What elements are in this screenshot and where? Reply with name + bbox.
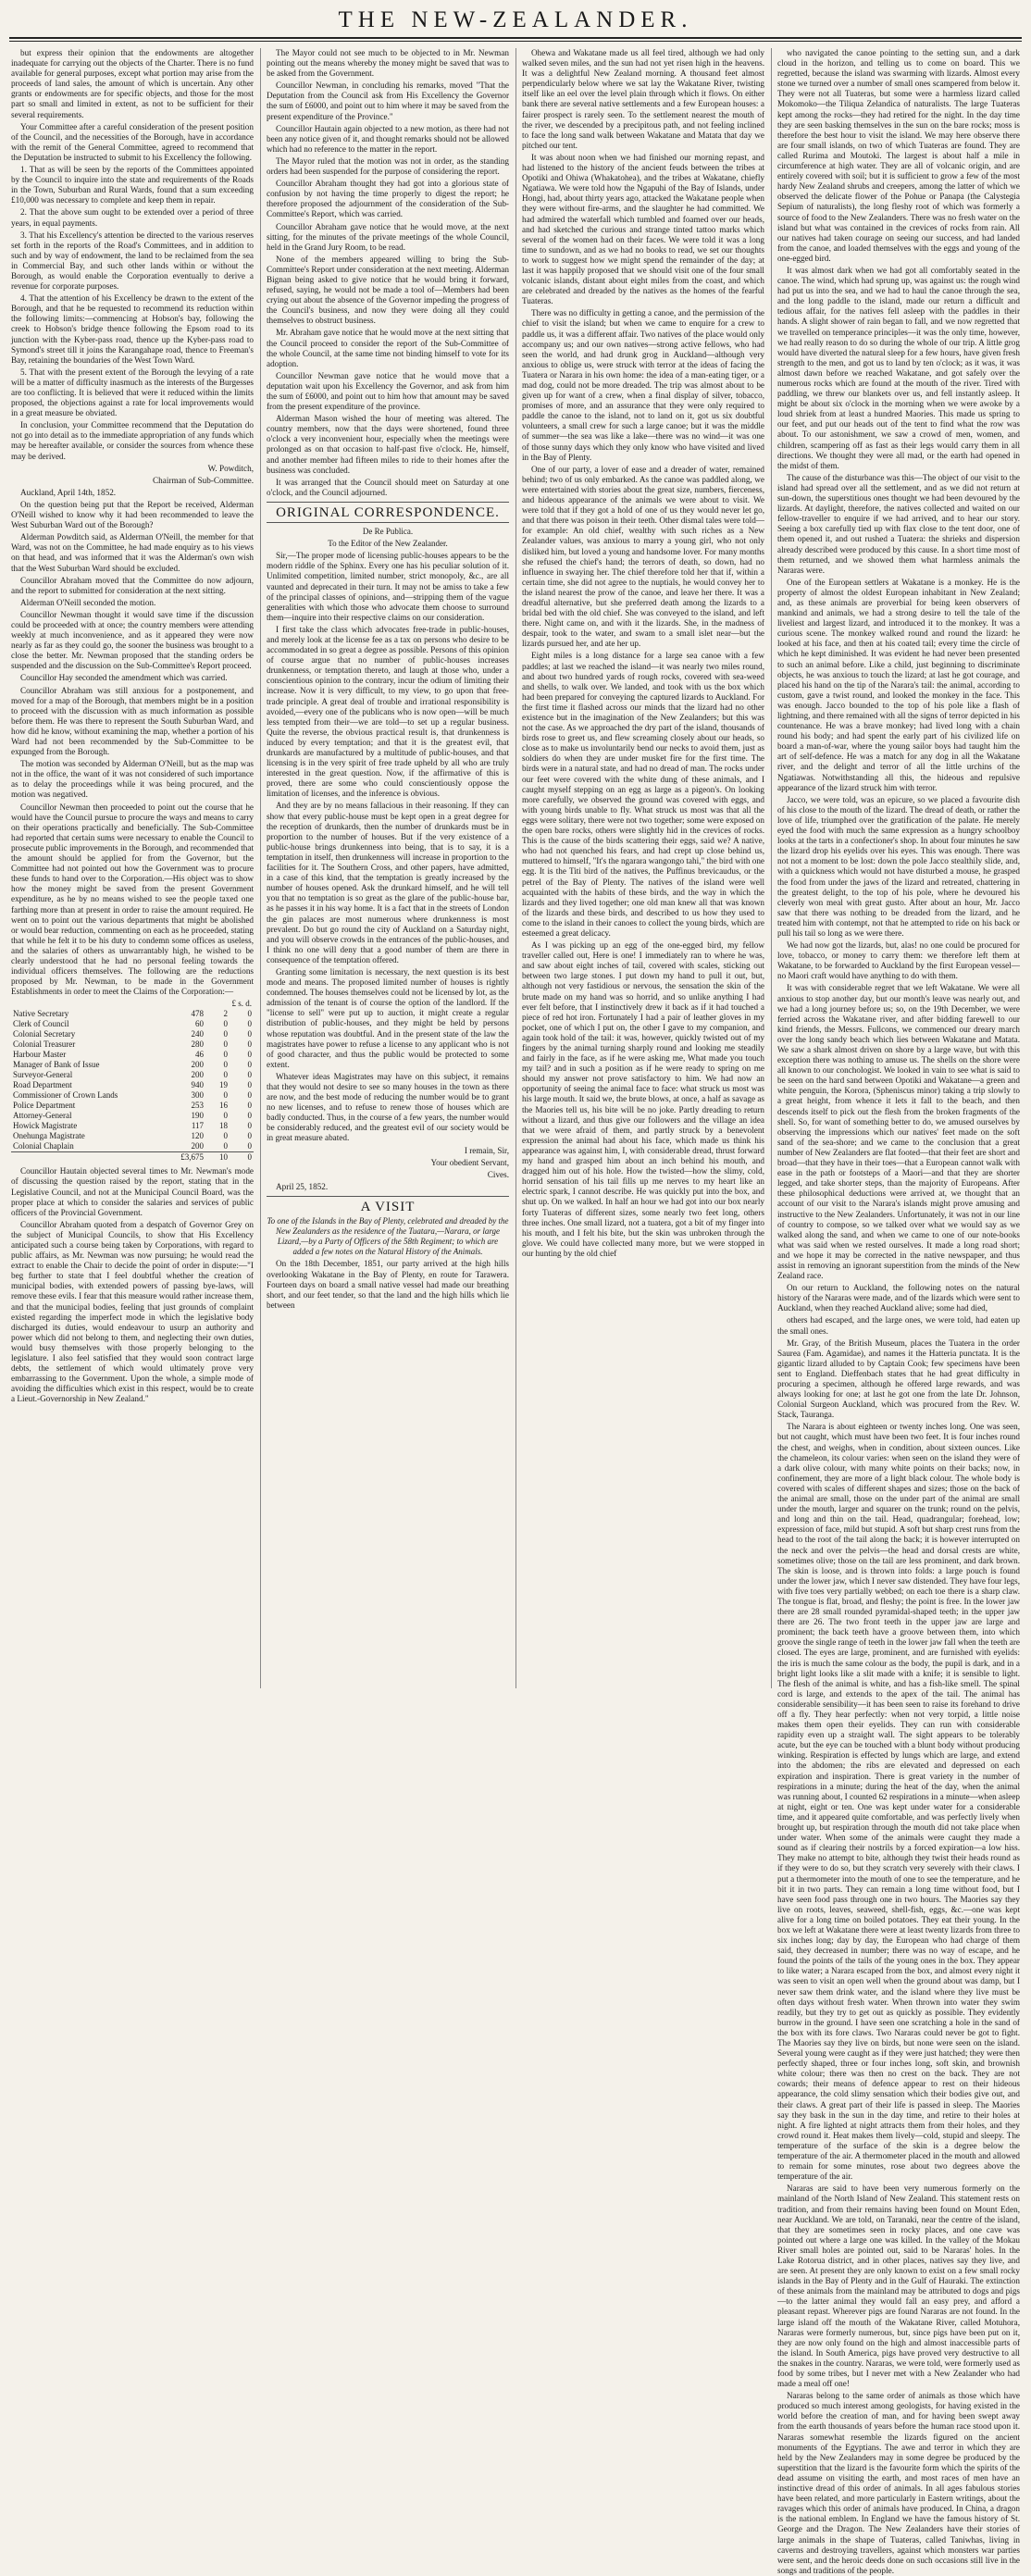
paragraph: others had escaped, and the large ones, we were told, had eaten up the small ones. — [777, 1315, 1020, 1336]
paragraph: Alderman O'Neill seconded the motion. — [20, 597, 156, 607]
paragraph: The Mayor ruled that the motion was not in order, as the standing orders had been suspended for the purpose of considering the report. — [267, 156, 509, 177]
salary-shillings: 0 — [223, 1070, 228, 1080]
paragraph: Councillor Abraham moved that the Committee do now adjourn, and the report to submitted for consideration at the next sitting. — [11, 575, 254, 595]
salary-pence: 0 — [247, 1050, 252, 1060]
paragraph: Councillor Hay seconded the amendment which was carried. — [20, 673, 228, 683]
salary-pounds: 120 — [191, 1131, 204, 1141]
salary-pounds: 300 — [191, 1090, 204, 1101]
masthead-rule-thin — [9, 41, 1022, 42]
salary-pence: 0 — [247, 1039, 252, 1050]
salary-row — [11, 1131, 254, 1141]
salary-pounds: 200 — [191, 1060, 204, 1070]
salary-name: Manager of Bank of Issue — [13, 1060, 100, 1070]
paragraph: 5. That with the present extent of the Borough the levying of a rate will be a matter of difficulty inasmuch as the interests of the Burgesses are too conflicting. It is believed that were it reduced within the limits proposed, the objections against a rate for local improvements would in a great measure be obviated. — [11, 367, 254, 418]
signature: W. Powditch, — [207, 463, 254, 473]
paragraph: The Mayor could not see much to be objected to in Mr. Newman pointing out the means whereby the money might be saved that was to be asked from the Government. — [267, 48, 509, 79]
salary-pounds: 200 — [191, 1070, 204, 1080]
salary-name: Harbour Master — [13, 1050, 67, 1060]
paragraph: The Narara is about eighteen or twenty inches long. One was seen, but not caught, which must have been two feet. It is four inches round the chest, and weighs, when in condition, about sixteen ounces. Like the chameleon, its colour varies: when seen on the island they were of a dark olive colour, with many white points on their backs; now, in confinement, they are more of a light black colour. The whole body is covered with scales of different shapes and sizes; those on the back of the animal are small, those on the under part of the animal are small under the mouth, larger and squarer on the trunk; round on the pelvis, and long and thin on the tail. Head, quadrangular; forehead, low; expression of face, mild but stupid. A soft but sharp crest runs from the head to the root of the tail along the back; it is however interrupted on the neck and over the pelvis—the head and dorsal crests are white, sometimes olive; those on the tail are less prominent, and dark brown. The skin is loose, and is thrown into folds: a large pouch is found under the lower jaw, which I never saw distended. They have four legs, with five toes very partially webbed; on each toe there is a sharp claw. The tongue is flat, broad, and fleshy; the point is free. In the lower jaw there are 28 small rounded pyramidal-shaped teeth; in the upper jaw there are 26. The two front teeth in the upper jaw are large and prominent; the back teeth have a groove between them, into which groove the single range of teeth in the lower jaw fall when the teeth are closed. The eyes are large, prominent, and are furnished with eyelids: the iris is much the same colour as the body, the pupil is dark, and in a bright light looks like a slit made with a knife; it is sensible to light. The flesh of the animal is white, and has a fish-like smell. The spinal cord is large, and extends to the apex of the tail. The animal has considerable sensibility—it has been seen to raise its forehand to drive off a fly. They hear perfectly: when not very torpid, a little noise makes them open their eyelids. They can run with considerable rapidity even up a straight wall. The sight appears to be tolerably acute, but the eye can be touched with a blunt body without producing winking. Respiration is effected by lungs which are large, and extend into the abdomen; the ribs are elevated and depressed on each expiration and inspiration. There is great variety in the number of respirations in a minute; during the heat of the day, when the animal was running about, I counted 62 respirations in a minute—when asleep at night, eight or ten. One was kept under water for a considerable time, and it appeared quite comfortable, and was perfectly lively when brought up, but respiration through the mouth did not take place when under water. When some of the animals were caught they made a sound as if clearing their nostrils by a forced expiration—a low hiss. They make no attempt to bite, although they twist their heads round as if they were to do so, but they scratch very severely with their claws. I put a thermometer into the mouth of one to see the temperature, and he bit it in two parts. They can remain a long time without food, but I have seen food pass through one in two hours. The Maories say they live on roots, leaves, seaweed, shell-fish, eggs, &c.—one was kept alive for a long time on boiled potatoes. They eat their young. In the box we left at Wakatane there were at least twenty lizards from three to six inches long; day by day, the European who had charge of them said, they decreased in number; there was no way of escape, and he found the points of the tails of the young ones in the box. They appear to like water; a Narara escaped from the box, and almost every night it was seen to visit an open well when the ground about was damp, but I never saw them drink water, and the island where they live must be often days without fresh water. When thrown into water they swim readily, but they try to get out as quickly as possible. They evidently burrow in the ground. I have seen one scratching a hole in the sand of the box with its fore claws. Two Nararas could never be got to fight. The Maories say they live on birds, but none were seen on the island. Several young were caught as if they were just hatched; they were then perfectly shaped, three or four inches long, soft skin, and brownish white colour; there was then no crest on the back. They are not cowards; their means of defence appear to rest on their hideous appearance, the cold slimy sensation which their bodies give out, and their claws. A great part of their life is passed in sleep. The Maories say they bask in the sun in the day time, and retire to their holes at night. A fire lighted at night attracts them from their holes, and they crowd round it. Heat makes them lively—cold, stupid and sleepy. The temperature of the surface of the skin is a degree below the temperature of the air. A thermometer placed in the mouth and allowed to remain for some minutes, rose about two degrees above the temperature of the air. — [777, 1422, 1020, 2182]
paragraph: As I was picking up an egg of the one-egged bird, my fellow traveller called out, Here is one! I immediately ran to where he was, and saw about eight inches of tail, covered with scales, sticking out between two large stones. I put down my hand to pull it out, but, although not very fastidious or nervous, the sensation the skin of the brute made on my hand was so horrid, and so unlike anything I had ever felt before, that I instinctively drew it back as if it had touched a piece of red hot iron. Fortunately I had a pair of leather gloves in my pocket, one of which I put on, the other I gave to my companion, and again took hold of the tail: it was, however, quickly twisted out of my fingers by the animal turning sharply round and looking me steadily and fairly in the face, as if he were asking me, What made you touch my tail? and in such a position as if he were ready to spring on me should my answer not prove satisfactory to him. We had now an opportunity of seeing the animal face to face: what struck us most was his large mouth. It said we, the brute blows, at once, a half as savage as the Maories tell us, his bite will be no joke. Partly dreading to return without a lizard, and thus give our followers and the village an idea that we were afraid of them, and partly struck by a benevolent expression the animal had about his face, which made us think his appearance was against him, I, with considerable dread, thrust forward my hand and grasped him about an inch behind his mouth, and dragged him out of his hole. How the twisted—how the slimy, cold, horrid sensation of his tail fills up me nerves to my heart like an electric spark, I cannot describe. He was quickly put into the box, and shut up. On we walked. In half an hour we had got into our box nearly forty Tuateras of different sizes, some nearly two feet long, others three inches. One small lizard, not a tuatera, got a bit of my finger into his mouth, and I felt his bite, but the skin was unbroken through the glove. We could have collected many more, but we were stopped in our hunting by the old chief — [522, 940, 764, 1258]
paragraph: One of our party, a lover of ease and a dreader of water, remained behind; two of us only embarked. As the canoe was paddled along, we were entertained with stories about the great size, numbers, fierceness, and hideous appearance of the animals we were about to visit. We were told that if they got a hold of one of us they would never let go, and that there was poison in their teeth. Other dismal tales were told—for example: An old chief, wealthy with such riches as a New Zealander values, was anxious to marry a young girl, who not only disliked him, but loved a young and handsome lover. For many months she refused the chief's hand; the terrors of death, so down, had no influence in swaying her. The chief therefore told her that if, within a certain time, she did not agree to the nuptials, he would convey her to the island nearest the prow of the canoe, and leave her there. It was a dreadful alternative, but she preferred death among the lizards to a bridal bed with the old chief. She was conveyed to the island, and left there. Night came on, and with it the lizards. She, in the madness of despair, took to the water, and swam to a small islet near—but the lizards pursued her, and ate her up. — [522, 464, 764, 649]
salary-pence: 0 — [247, 1141, 252, 1151]
salary-name: Surveyor-General — [13, 1070, 73, 1080]
salary-name: Police Department — [13, 1101, 76, 1111]
paragraph: 3. That his Excellency's attention be directed to the various reserves set forth in the reports of the Road's Committees, and in addition to such and by way of endowment, the land to be reclaimed from the sea in Commercial Bay, and such other lands within or without the Borough, as would enable the Corporation eventually to derive a revenue for corporate purposes. — [11, 230, 254, 292]
salary-pence: 0 — [247, 1131, 252, 1141]
paragraph: 4. That the attention of his Excellency be drawn to the extent of the Borough, and that he be requested to recommend its reduction within the following limits:—commencing at Hobson's bay, following the creek to Hobson's bridge thence following the Epsom road to its junction with the Kyber-pass road, thence up the Kyber-pass road to Symond's street till it joins the Karangahape road, thence to Freeman's Bay, retaining the boundaries of the West Town Ward. — [11, 293, 254, 365]
salary-shillings: 19 — [219, 1080, 228, 1090]
paragraph: I first take the class which advocates free-trade in public-houses, and merely look at the license fee as a tax on persons who desire to be accommodated in so great a degree as possible. Persons of this opinion of course argue that no number of public-houses increases drunkenness, or temptation thereto, and laugh at those who, under a conscientious opinion to the contrary, incur the odium of limiting their increase. Now it is very difficult, to my view, to go upon that free-trade principle. A great deal of trouble and irrational responsibility is avoided,—every one of the publicans who is now open—will be much less tempted from their—we are told—to set up a regular business. Quite the reverse, the obvious practical result is, that drunkenness is induced by every temptation; and that it is the greatest evil, that drunkards are manufactured by a multitude of public-houses, and that licensing is in the very spirit of free trade upheld by all who are truly interested in the great question. Now, if the affirmative of this is proved, there are some who could conscientiously oppose the limitation of licenses, and the inference is obvious. — [267, 624, 509, 799]
paragraph: Councillor Newman, in concluding his remarks, moved "That the Deputation from the Council ask from His Excellency the Governor the sum of £6000, and point out to him where it may be saved from the present expenditure of the Province." — [267, 81, 509, 121]
salary-pence: 0 — [247, 1019, 252, 1029]
paragraph: who navigated the canoe pointing to the setting sun, and a dark cloud in the horizon, and telling us to come on board. This we regretted, because the island was swarming with lizards. Almost every stone we turned over a number of small ones scampered from below it. They were not all Tuateras, but some were a harmless lizard called Mokomoko—the Tiliqua Zelandica of naturalists. The large Tuateras kept among the rocks—they had retired for the night. In the day time they are seen basking themselves in the sun on the bare rocks; moss is therefore the best hour to visit the island. We may here observe there are four small islands, on two of which Tuateras are found. They are called Rurima and Moutoki. The largest is about half a mile in circumference at high water. They are all of volcanic origin, and are entirely covered with soil; but it is sufficient to grow a few of the most hardy New Zealand shrubs and creepers, among the latter of which we observed the delicate flower of the Pohue or Panapa (the Calystegia Sepium of naturalists), the long fleshy root of which was formerly a source of food to the New Zealanders. There was no fresh water on the island but what was contained in the crevices of rocks from rain. All our natives had taken courage on seeing our success, and had landed from the canoe, and loaded themselves with the eggs and young of the one-egged bird. — [777, 48, 1020, 263]
section-heading: ORIGINAL CORRESPONDENCE. — [276, 504, 500, 520]
salary-row — [11, 1029, 254, 1039]
salary-pence: 0 — [247, 1101, 252, 1111]
paragraph: 2. That the above sum ought to be extended over a period of three years, in equal payments. — [11, 207, 254, 228]
salary-pence: 0 — [247, 1029, 252, 1039]
salary-name: Onehunga Magistrate — [13, 1131, 85, 1141]
salary-row — [11, 1050, 254, 1060]
salary-pounds: 117 — [191, 1121, 204, 1131]
salary-name: Colonial Secretary — [13, 1029, 76, 1039]
salary-shillings: 0 — [223, 1090, 228, 1101]
salary-row — [11, 1019, 254, 1029]
signature-title: Chairman of Sub-Committee. — [153, 475, 254, 485]
letter-address: To the Editor of the New Zealander. — [328, 539, 448, 549]
column-2 — [267, 48, 509, 1688]
salary-table — [11, 999, 254, 1163]
salary-pounds: 478 — [191, 1009, 204, 1019]
dateline: Auckland, April 14th, 1852. — [20, 487, 117, 497]
paragraph: 1. That as will be seen by the reports of the Committees appointed by the Council to inquire into the state and requirements of the Roads in the Town, Suburban and Rural Wards, found that a sum exceeding £10,000 was necessary to complete and keep them in repair. — [11, 165, 254, 205]
salary-pounds: 200 — [191, 1141, 204, 1151]
article-subtitle: To one of the Islands in the Bay of Plenty, celebrated and dreaded by the New Zealanders as the residence of the Tuatara,—Narara, or large Lizard,—by a Party of Officers of the 58th Regiment; to which are added a few notes on the Natural History of the Animals. — [267, 1216, 509, 1257]
salary-pence: 0 — [247, 1111, 252, 1121]
salary-pence: 0 — [247, 1090, 252, 1101]
salary-pence: 0 — [247, 1060, 252, 1070]
paragraph: The cause of the disturbance was this—The object of our visit to the island had spread over all the settlement, and as we did not return at sun-down, the superstitious ones thought we had been devoured by the lizards. At daylight, therefore, the natives collected and waited on our fellow-traveller to enquire if we had arrived, and to hear our story. Seeing a box carefully tied up with flax close to the tent door, one of them opened it, and out rushed a Tuatera: the shrieks and dispersion already described were produced by this cause. In a short time most of them returned, and we showed them what harmless animals the Nararas were. — [777, 472, 1020, 575]
paragraph: Councillor Hautain again objected to a new motion, as there had not been any notice given of it, and thought remarks should not be allowed which had no reference to the matter in the report. — [267, 123, 509, 154]
salary-pence: 0 — [247, 1080, 252, 1090]
paragraph: Councillor Abraham was still anxious for a postponement, and moved for a map of the Borough, that members might be in a position to proceed with the discussion with as much information as possible before them. He was there to represent the South Suburban Ward, and how did he know, without examining the map, whether a portion of his Ward had not been recommended by the Sub-Committee to be expunged from the Borough. — [11, 685, 254, 757]
paragraph: None of the members appeared willing to bring the Sub-Committee's Report under consideration at the next meeting. Alderman Bignan being asked to give notice that he would bring it forward, refused, saying, he would not be made a tool of—Members had been crying out about the absence of the Governor impeding the progress of the Council's business, and now they were doing all they could themselves to obstruct business. — [267, 254, 509, 326]
salary-pounds: 46 — [195, 1050, 204, 1060]
paragraph: Eight miles is a long distance for a large sea canoe with a few paddles; at last we reached the island—it was nearly two miles round, and about two hundred yards of rough rocks, covered with sea-weed and shells, to walk over. We landed, and took with us the box which had been prepared for conveying the captured lizards to Auckland. For the first time it flashed across our minds that the lizard had no other existence but in the imagination of the New Zealanders; but this was not the case. As we approached the dry part of the island, thousands of birds rose to greet us, and flew screaming closely about our heads, so close as to make us involuntarily bend our necks to avoid them, just as soldiers do when they are under musket fire for the first time. The birds were in a natural state, and had no dread of man. The rocks under our feet were covered with the white dung of these animals, and I caught myself stepping on an egg as large as a pigeon's. On looking more carefully, we observed the ground was covered with eggs, and with young birds unable to fly. What struck us most was that all the eggs were solitary, there were not two together; some were exposed on the open bare rocks, others were slightly hid in the crevices of rocks. This is the cause of the birds scattering their eggs, said we? A native, who had not quenched his fears, and had crept up close behind us, muttered to himself, "It's the ngarara wangongo tahi," the bird with one egg. It is the Titi bird of the natives, the Puffinus brevicaudus, or the petrel of the Bay of Plenty. The natives of the island were well acquainted with the habits of these birds, and the way in which the lizards and they lived together; one old man knew all that was known of the lizards and these birds, and described to us how they used to come to the island in their canoes to collect the young birds, which are esteemed a great delicacy. — [522, 651, 765, 938]
letter-title: De Re Publica. — [362, 527, 414, 537]
paragraph: We had now got the lizards, but, alas! no one could be procured for love, tobacco, or money to carry them: we therefore left them at Wakatane, to be forwarded to Auckland by the first European vessel—no Maori craft would have anything to do with them. — [777, 940, 1020, 981]
paragraph: It was arranged that the Council should meet on Saturday at one o'clock, and the Council adjourned. — [267, 477, 509, 497]
salary-pounds: 190 — [191, 1111, 204, 1121]
column-divider — [260, 48, 261, 1688]
salary-total-pence: 0 — [230, 1152, 254, 1164]
paragraph: On the 18th December, 1851, our party arrived at the high hills overlooking Wakatane in the Bay of Plenty, en route for Tarawera. Fourteen days on board a small native vessel had made our breathing short, and our feet tender, so that the land and the high hills which lie between — [267, 1259, 509, 1310]
salary-total-row — [11, 1152, 254, 1164]
salary-shillings: 0 — [223, 1111, 228, 1121]
paragraph: Councillor Abraham gave notice that he would move, at the next sitting, for the minutes of the private meetings of the whole Council, held in the Grand Jury Room, to be read. — [267, 221, 509, 252]
column-1 — [11, 48, 254, 1688]
paragraph: Ohewa and Wakatane made us all feel tired, although we had only walked seven miles, and the sun had not yet risen high in the heavens. It was a delightful New Zealand morning. A thousand feet almost perpendicularly below where we sat lay the Wakatane River, twisting itself like an eel over the level plain through which it flows. On either bank there are several native settlements and a few European houses: a fairer prospect is rarely seen. To the settlement nearest the mouth of the river, we descended by a precipitous path, and not feeling inclined to face the long sand walk between Wakatane and Matata that day we pitched our tent. — [522, 48, 764, 150]
salary-name: Native Secretary — [13, 1009, 69, 1019]
salary-row — [11, 1080, 254, 1090]
salary-header-spacer — [11, 999, 179, 1009]
paragraph: Jacco, we were told, was an epicure, so we placed a favourite dish of his close to the mouth of the lizard. The dread of death, or rather the love of life, triumphed over the gratification of the palate. He merely eyed the food with much the same expression as a hungry schoolboy looks at the tarts in a confectioner's shop. In about four minutes he saw the lizard drop his eyelids over his eyes. This was enough. There was not not a moment to be lost: down the pole Jacco stealthily slide, and, with a quickness which would not have disturbed a mouse, he grasped the food from under the jaws of the lizard and retreated, chattering in the greatest delight, to the top of his pole, where he devoured his cleverly won meal with great gusto. After about an hour, Mr. Jacco saw that there was nothing to be dreaded from the lizard, and he treated him with contempt, not that he attempted to ride on his back or pull his tail so long as we were there. — [777, 794, 1020, 938]
paragraph: Councillor Hautain objected several times to Mr. Newman's mode of discussing the question raised by the report, stating that in the Legislative Council, and not at the Municipal Council Board, was the proper place at which to consider the salaries and services of public officers of the Provincial Government. — [11, 1166, 254, 1217]
section-rule — [267, 1196, 509, 1197]
salary-pence: 0 — [247, 1121, 252, 1131]
masthead-rule — [9, 37, 1022, 39]
paragraph: Councillor Newman then proceeded to point out the course that he would have the Council pursue to procure the ways and means to carry on their operations practically and beneficially. The Sub-Committee had reported that certain sums were necessary to enable the Council to prosecute public improvements in the Borough, and recommended that the amount should be applied for from the Governor, but the Committee had not pointed out how the Government was to procure these funds to hand over to the Corporation.—His object was to show how the money might be saved from the present Government expenditure, as he by no means wished to see the people taxed one farthing more than at present in order to raise the amount required. He went on to point out the various departments that might be abolished or would bear reduction, commenting on each as he proceeded, stating that while he felt it to be his duty to condemn some offices as useless, and the salaries of others as unwarrantably high, he wished to be clearly understood that he had no personal feeling towards the individual officers themselves. The following are the reductions proposed by Mr. Newman, to be made in the Government Establishments in order to meet the Claims of the Corporation:— — [11, 802, 254, 997]
paragraph: One of the European settlers at Wakatane is a monkey. He is the property of almost the oldest European inhabitant in New Zealand; and, as these animals are proverbial for being keen observers of mankind and animals, we had a strong desire to tell the tale of the liveliest and largest lizard, and introduced it to the monkey. It was a curious scene. The monkey walked round and round the lizard: he looked at his face, and then at his coated tail; every time the circle of which he kept diminished. It was evident he had never been presented to such an animal before. Like a child, just beginning to discriminate objects, he was anxious to touch the lizard; at last he got courage, and placed his hand on the tip of the Narara's tail: the animal, according to custom, gave a twist round, and looked the monkey in the face. This was enough. Jacco bounded to the top of his pole like a flash of lightning, and there remained with all the signs of terror depicted in his countenance. He was a brave monkey; had lived long with a chain round his body; and had spent the early part of his civilized life on board a man-of-war, where the young sailor boys had taught him the art of self-defence. He was a match for any dog in all the Wakatane river, and the delight and terror of all the little urchins of the Ngatiawas. Notwithstanding all this, the hideous and repulsive appearance of the lizard struck him with terror. — [777, 577, 1020, 792]
salary-name: Howick Magistrate — [13, 1121, 78, 1131]
salary-shillings: 0 — [223, 1141, 228, 1151]
paragraph: Councillor Abraham thought they had got into a glorious state of confusion by not having the time properly to digest the report; he therefore proposed the adjournment of the consideration of the Sub-Committee's Report, which was carried. — [267, 179, 509, 219]
salary-shillings: 16 — [219, 1101, 228, 1111]
salary-shillings: 0 — [223, 1131, 228, 1141]
salary-row — [11, 1009, 254, 1019]
salary-shillings: 0 — [223, 1050, 228, 1060]
paragraph: Your Committee after a careful consideration of the present position of the Council, and the necessities of the Borough, have in accordance with the remit of the General Committee, agreed to recommend that the Deputation be instructed to submit to his Excellency the following. — [11, 121, 254, 162]
column-3 — [522, 48, 764, 1688]
paragraph: It was almost dark when we had got all comfortably seated in the canoe. The wind, which had sprung up, was against us: the rough wind had put us into the sea, and we had to haul the canoe through the sea, and the long paddle to the island, made our return a difficult and tedious affair, for the natives fell asleep with the paddles in their hands. A slight shower of rain began to fall, and we now regretted that we travelled on temperance principles—it was the only time, however, we had really reason to do so during the whole of our trip. A little grog would have diverted the natural sleep for a few hours, have given fresh strength to the men, and got us to land by ten o'clock; as it was, it was almost dawn before we reached Wakatane, and got safely over the numerous rocks which are found at the mouth of the river. Tired with paddling, we threw our blankets over us, and fell instantly asleep. It might be about six o'clock in the morning when we were awoke by a loud shriek from at least a hundred Maories. This made us spring to our feet, and put our heads out of the tent to find what the row was about. To our astonishment, we saw a crowd of men, women, and children, scampering off as fast as their legs would carry them in all directions. We thought they were all mad, or the earth had opened in the midst of them. — [777, 265, 1020, 470]
paragraph: Nararas belong to the same order of animals as those which have produced so much interest among geologists, for having existed in the world before the creation of man, and for having been swept away from the earth thousands of years before the human race stood upon it. Nararas somewhat resemble the lizards figured on the ancient monuments of the Egyptians. The awe and terror in which they are held by the New Zealanders may in some degree be produced by the superstition that the lizard is the favourite form which the spirits of the dead assume on visiting the earth, and most races of men have an instinctive dread of this order of animals. In all ages fabulous stories have been related, and more particularly in Eastern writings, about the ravages which this order of animals have produced. In China, a dragon is the national emblem. In England we have the famous history of St. George and the Dragon. The New Zealanders have their stories of large animals in the shape of Tuateras, called Taniwhas, living in caverns and destroying travellers, against which monsters war parties were sent, and the heroic deeds done on such occasions still live in the songs and traditions of the people. — [777, 2391, 1020, 2575]
column-divider — [771, 48, 772, 1688]
paragraph: Mr. Gray, of the British Museum, places the Tuatera in the order Saurea (Fam. Agamidae), and names it the Hatteria punctata. It is the gigantic lizard alluded to by Captain Cook; few specimens have been sent to England. Dieffenbach states that he had great difficulty in procuring a specimen, although he offered large rewards, and was always looking for one; at last he got one from the late Dr. Johnson, Colonial Surgeon Auckland, which was procured from the Rev. W. Stack, Tauranga. — [777, 1338, 1020, 1420]
salary-shillings: 0 — [223, 1029, 228, 1039]
paragraph: Nararas are said to have been very numerous formerly on the mainland of the North Island of New Zealand. This statement rests on tradition, and from their remains having been found on Mount Eden, near Auckland. We are told, on Taranaki, near the centre of the island, that they are sometimes seen in rocky places, and one cave was pointed out where a large one was killed. In the valley of the Mokau River small holes are pointed out, said to be Nararas' holes. In the Lake Rotorua district, and in other places, natives say they live, and are seen. At present they are only known to exist on a few small rocky islands in the Bay of Plenty and in the Gulf of Hauraki. The extinction of these animals from the mainland may be attributed to dogs and pigs—to the latter animal they would fall an easy prey, and afford a pleasant repast. Wherever pigs are found Nararas are not found. In the large island off the mouth of the Wakatane River, called Motuhora, Nararas were formerly numerous, but, since pigs have been put on it, they are now only found on the high and almost inaccessible parts of the island. In South America, pigs have proved very destructive to all the snakes in the country. Nararas, we were told, were formerly used as food by some tribes, but I never met with a New Zealander who had made a meal off one! — [777, 2184, 1020, 2389]
salary-shillings: 0 — [223, 1039, 228, 1050]
dateline: April 25, 1852. — [276, 1181, 329, 1191]
salary-shillings: 0 — [223, 1060, 228, 1070]
section-rule — [267, 502, 509, 503]
salary-total-label — [11, 1152, 179, 1164]
salary-pounds: 253 — [191, 1101, 204, 1111]
paragraph: Alderman Powditch said, as Alderman O'Neill, the member for that Ward, was not on the Committee, he had made enquiry as to his views on that head, and was informed that it was the Alderman's own wish that the West Suburban Ward should be excluded. — [11, 532, 254, 573]
salary-pounds: 240 — [191, 1029, 204, 1039]
salary-name: Attorney-General — [13, 1111, 72, 1121]
paragraph: The motion was seconded by Alderman O'Neill, but as the map was not in the office, the want of it was not considered of such importance as to delay the proceedings while it was being procured, and the motion was negatived. — [11, 759, 254, 800]
paragraph: It was about noon when we had finished our morning repast, and had listened to the history of the ancient feuds between the tribes at Opotiki and Ohiwa (Whakatohea), and the tribes at Wakatane, chiefly Ngatiawa. We were told how the Ngapuhi of the Bay of Islands, under Hongi, had, about thirty years ago, attacked the Wakatane people when they were without fire-arms, and the slaughter he had committed. We had admired the waterfall which tumbled and foamed over our heads, and had sketched the curious and strange tinted tattoo marks which several of the women had on their faces. We were told it was a long time to sundown, and as we had no books to read, we set our thoughts to work to suggest how we might spend the remainder of the day; at last it was happily proposed that we should visit one of the four small volcanic islands, distant about eight miles from the coast, and which are celebrated and dreaded by the natives as the homes of the fearful Tuateras. — [522, 152, 764, 306]
paragraph: Alderman Mason wished the hour of meeting was altered. The country members, now that the days were shortened, found three o'clock a very inconvenient hour, especially when the meetings were prolonged as on that occasion to half-past five o'clock. He, himself, and another member had fifteen miles to ride to their homes after the business was concluded. — [267, 414, 509, 475]
salary-name: Road Department — [13, 1080, 72, 1090]
salary-row — [11, 1070, 254, 1080]
salary-pounds: 60 — [195, 1019, 204, 1029]
salary-row — [11, 1090, 254, 1101]
salary-pounds: 280 — [191, 1039, 204, 1050]
salary-row — [11, 1141, 254, 1152]
salary-header: £ s. d. — [231, 999, 252, 1009]
salary-pence: 0 — [247, 1009, 252, 1019]
paragraph: And they are by no means fallacious in their reasoning. If they can show that every public-house must be kept open in a great degree for the reception of drunkards, then the number of drunkards must be in proportion to the number of houses. But if the very existence of a public-house brings drunkenness into being, that is to say, it is a temptation in itself, then drunkenness will increase in proportion to the facilities for it. The Southern Cross, and other papers, have admitted, in a case of this kind, that the temptation is greatly increased by the number of houses opened. Ask the drunkard himself, and he will tell you that no temptation is so great as the glare of the public-house bar, as he passes it in his way home. It is a fact that in the streets of London the gin palaces are most numerous where drunkenness is most prevalent. Do but go round the city of Auckland on a Saturday night, and you will observe crowds in the entrances of the public-houses, and I think no one will deny that a good number of them are there in consequence of the temptation offered. — [267, 801, 509, 964]
salary-row — [11, 1111, 254, 1121]
paragraph: Councillor Newman thought it would save time if the discussion could be proceeded with at once; the country members were attending weekly at much inconvenience, and as it appeared they were now nearly as far as they could go, the sooner the business was brought to a close the better. Mr. Newman proposed that the standing orders be suspended and the discussion on the Sub-Committee's Report proceed. — [11, 609, 254, 671]
salary-shillings: 2 — [223, 1009, 228, 1019]
paragraph: It was with considerable regret that we left Wakatane. We were all anxious to stop another day, but our month's leave was nearly out, and we had a long journey before us; so, on the 19th December, we were ferried across the Wakatane river, and after bidding farewell to our kind friends, the Messrs. Fullcons, we commenced our dreary march over the long sandy beach which lies between Wakatane and Matata. We saw a shark almost driven on shore by a large wave, but with this exception there was nothing to amuse us. The shells on the shore were all known to our conchologist. We looked in vain to see what is said to be seen on the hard sand between Opotiki and Wakatane—a green and white penguin, the Korora, (Spheniscus minor) taking a trip slowly to a great height, from whence it lets it fall to the beach, and then descends itself to pick out the flesh from the broken fragments of the shell. So, for want of something better to do, we amused ourselves by observing the impressions which our natives' feet made on the soft sand of the sea-shore; and we came to the conclusion that a great number of New Zealanders are flat footed—that their feet are short and broad—that they have in their toes—that a European cannot walk with ease in the path or footsteps of a Maori—and that they are shorter legged, and take shorter steps, than the majority of Europeans. After these philosophical deductions were arrived at, we thought that an account of our visit to the Narara's islands might prove amusing and instructive to the New Zealanders. Unfortunately, it was not in our line of country to compose, so we talked over what we would say as we walked along the sand, and when we came to one of our note-books what was said when we rested ourselves. It made a long road short; and we hope it may be corrected in the native newspaper, and thus assist in removing an ignorant superstition from the minds of the New Zealand race. — [777, 983, 1020, 1281]
salary-name: Colonial Chaplain — [13, 1141, 74, 1151]
signature: Cives. — [487, 1169, 509, 1179]
paragraph: On our return to Auckland, the following notes on the natural history of the Nararas were made, and of the lizards which were sent to Auckland, when they reached Auckland alive; some had died, — [777, 1283, 1020, 1313]
closing: Your obedient Servant, — [430, 1157, 509, 1167]
article-heading: A VISIT — [360, 1199, 416, 1214]
salary-name: Commissioner of Crown Lands — [13, 1090, 118, 1101]
salary-shillings: 0 — [223, 1019, 228, 1029]
salary-total-shillings: 10 — [205, 1152, 230, 1164]
column-4 — [777, 48, 1020, 2575]
section-rule — [267, 522, 509, 523]
salary-row — [11, 1101, 254, 1111]
paragraph: Whatever ideas Magistrates may have on this subject, it remains that they would not desire to see so many houses in the town as there are now, and the best mode of reducing the number would be to grant no new licenses, and to refuse to renew those of houses which are badly conducted. Thus, in the course of a few years, the number would be considerably reduced, and the greatest evil of our society would be in great measure abated. — [267, 1071, 509, 1143]
salary-total-pounds: £3,675 — [180, 1152, 204, 1163]
salary-shillings: 18 — [219, 1121, 228, 1131]
paragraph: Councillor Newman gave notice that he would move that a deputation wait upon his Excellency the Governor, and ask from him the sum of £6000, and point out to him how that amount may be saved from the present expenditure of the province. — [267, 370, 509, 412]
paragraph: Councillor Abraham quoted from a despatch of Governor Grey on the subject of Municipal Councils, to show that His Excellency anticipated such a course being taken by Corporations, with regard to public affairs, as Mr. Newman was now pursuing; he would read the extract to enable the Chair to decide the point of order in dispute:—"I beg further to state that I feel doubtful whether the creation of municipal bodies, with extended powers of passing bye-laws, will remove these evils. I fear that this measure would rather increase them, and that the municipal bodies, feeling that just grounds of complaint existed regarding the imperfect mode in which the legislative body discharged its duties, would endeavour to usurp an authority and power which did not belong to them, and neglecting their own duties, would busy themselves with those properly belonging to the legislature. I also feel satisfied that they would soon contract large debts, the settlement of which would ultimately prove very embarrassing to the Government. Upon the whole, a simple mode of avoiding the difficulties which exist in this respect, would be to create a Lieut.-Governorship in New Zealand." — [11, 1219, 254, 1404]
paragraph: Granting some limitation is necessary, the next question is its best mode and means. The proposed limited number of houses is rightly condemned. The houses themselves could not be licensed by lot, as the admission of the tenant is of course the option of the landlord. If the "license to sell" were put up to auction, it might create a regular distribution of public-houses, and they might be held by persons whose reputation was doubtful. And in the present state of the law the magistrates have power to refuse a license to any applicant who is not of good character, and thus the public would be protected to some extent. — [267, 966, 509, 1069]
salary-pounds: 940 — [191, 1080, 204, 1090]
paragraph: but express their opinion that the endowments are altogether inadequate for carrying out the objects of the Charter. There is no fund available for general purposes, except what portion may arise from the proceeds of land sales, the amount of which is uncertain. Any other grants or endowments are for specific objects, and those for the most part so small and limited in extent, as not to be sufficient for their several requirements. — [11, 48, 254, 119]
salary-row — [11, 1121, 254, 1131]
salary-row — [11, 1060, 254, 1070]
paragraph: Mr. Abraham gave notice that he would move at the next sitting that the Council proceed to consider the report of the Sub-Committee of the whole Council, at the same time not binding himself to vote for its adoption. — [267, 328, 509, 368]
paragraph: On the question being put that the Report be received, Alderman O'Neill wished to know why it had been recommended to leave the West Suburban Ward out of the Borough? — [11, 499, 254, 530]
paragraph: Sir,—The proper mode of licensing public-houses appears to be the modern riddle of the Sphinx. Every one has his peculiar solution of it. Unlimited competition, limited number, strict monopoly, &c., are all vaunted and deprecated in their turn. It may not be amiss to take a few of the principal classes of opinions, and—stripping them of the vague generalities with which those who advocate them choose to surround them—inquire into their respective claims on our consideration. — [267, 551, 509, 622]
paragraph: There was no difficulty in getting a canoe, and the permission of the chief to visit the island; but when we came to enquire for a crew to paddle us, it was a different affair. Two natives of the place would only accompany us; and our own natives—strong active fellows, who had seen the world, and had drunk grog in Auckland—although very anxious to oblige us, were struck with terror at the ideas of facing the Tuatera or Narara in his own home: the idea of a man-eating tiger, or a mad dog, could not be more dreaded. The trip was almost about to be given up for want of a crew, when a final display of silver, tobacco, promises of more, and an assurance that they were only required to paddle the canoe to the island, not to land on it, got us six doubtful volunteers, a small crew for such a large canoe; but it was the middle of summer—the sea was like a lake—there was no wind—it was one of those sunny days which they only know who have visited and lived in the Bay of Plenty. — [522, 308, 764, 462]
salary-row — [11, 1039, 254, 1050]
salary-name: Colonial Treasurer — [13, 1039, 76, 1050]
closing: I remain, Sir, — [464, 1145, 509, 1155]
salary-pence: 0 — [247, 1070, 252, 1080]
salary-name: Clerk of Council — [13, 1019, 69, 1029]
masthead: THE NEW-ZEALANDER. — [338, 7, 693, 32]
paragraph: In conclusion, your Committee recommend that the Deputation do not go into detail as to the immediate appropriation of any funds which may be hereafter available, or consider the sources from whence these may be derived. — [11, 420, 254, 461]
